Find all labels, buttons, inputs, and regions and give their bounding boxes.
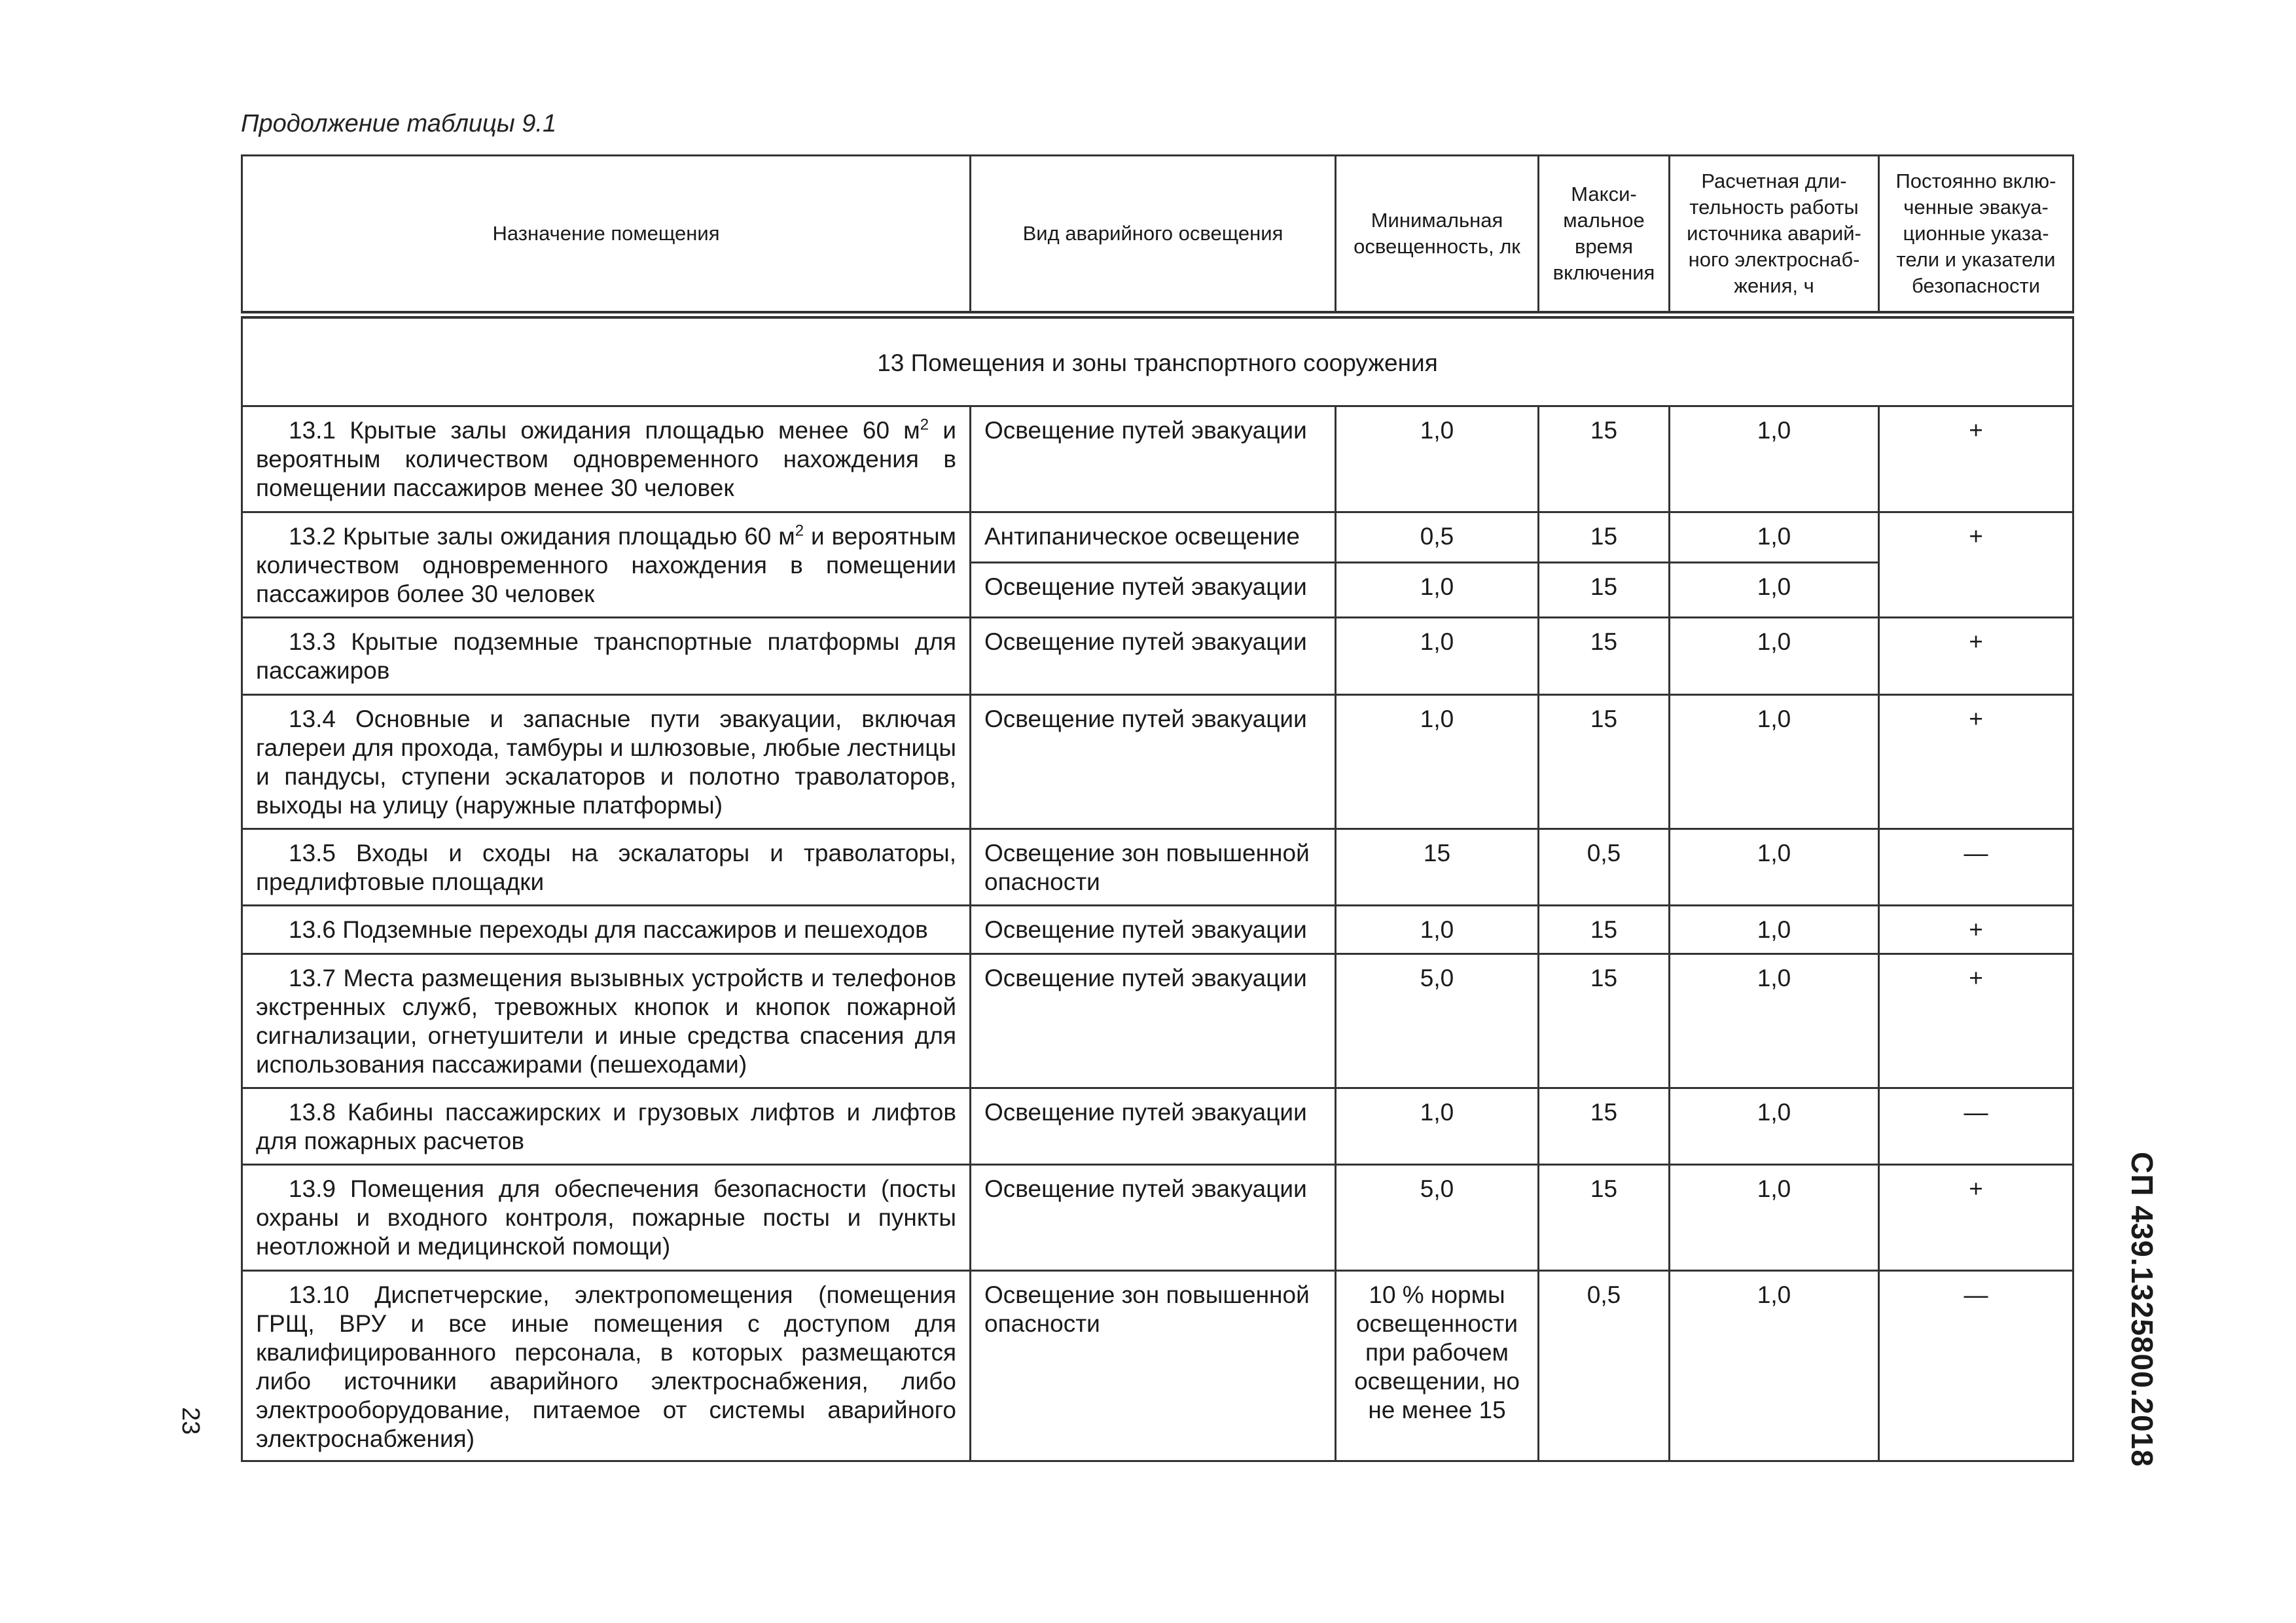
max-time-cell: 0,5 <box>1539 829 1670 906</box>
room-purpose-cell: 13.7 Места размещения вызывных устройств и телефонов экстренных служб, тревожных кнопок и кнопок пожарной сигнализации, огнетушители и иные средства спасения для использования пассажирами (пешеходами) <box>242 954 971 1088</box>
min-illuminance-cell: 1,0 <box>1336 1088 1539 1165</box>
lighting-type-cell: Освещение путей эвакуации <box>971 906 1336 954</box>
room-purpose-cell: 13.5 Входы и сходы на эскалаторы и траволаторы, предлифтовые площадки <box>242 829 971 906</box>
exit-signs-cell: + <box>1879 618 2073 695</box>
header-calc-duration: Расчетная дли-тельность работы источника аварий-ного электроснаб-жения, ч <box>1670 156 1879 315</box>
room-purpose-cell: 13.3 Крытые подземные транспортные платформы для пассажиров <box>242 618 971 695</box>
table-header-row <box>242 156 2073 315</box>
duration-cell: 1,0 <box>1670 906 1879 954</box>
lighting-type-cell: Освещение путей эвакуации <box>971 563 1336 618</box>
table-caption: Продолжение таблицы 9.1 <box>241 110 557 137</box>
exit-signs-cell: + <box>1879 406 2073 512</box>
max-time-cell: 15 <box>1539 695 1670 829</box>
header-min-illuminance: Минимальная освещенность, лк <box>1336 156 1539 315</box>
table-row <box>242 695 2073 829</box>
min-illuminance-cell: 5,0 <box>1336 1165 1539 1271</box>
duration-cell: 1,0 <box>1670 512 1879 563</box>
max-time-cell: 15 <box>1539 1165 1670 1271</box>
lighting-type-cell: Освещение путей эвакуации <box>971 1165 1336 1271</box>
duration-cell: 1,0 <box>1670 406 1879 512</box>
table-row <box>242 954 2073 1088</box>
table-row <box>242 1271 2073 1461</box>
duration-cell: 1,0 <box>1670 563 1879 618</box>
exit-signs-cell: + <box>1879 954 2073 1088</box>
table-row <box>242 618 2073 695</box>
room-purpose-cell: 13.10 Диспетчерские, электропомещения (помещения ГРЩ, ВРУ и все иные помещения с доступом для квалифицированного персонала, в которых размещаются либо источники аварийного электроснабжения, либо электрооборудование, питаемое от системы аварийного электроснабжения) <box>242 1271 971 1461</box>
lighting-type-cell: Освещение путей эвакуации <box>971 406 1336 512</box>
section-row <box>242 315 2073 406</box>
table-row <box>242 1088 2073 1165</box>
lighting-table <box>241 154 2074 1462</box>
duration-cell: 1,0 <box>1670 1088 1879 1165</box>
duration-cell: 1,0 <box>1670 618 1879 695</box>
superscript: 2 <box>920 416 929 434</box>
room-purpose-cell: 13.4 Основные и запасные пути эвакуации, включая галереи для прохода, тамбуры и шлюзовые, любые лестницы и пандусы, ступени эскалаторов и полотно траволаторов, выходы на улицу (наружные платформы) <box>242 695 971 829</box>
duration-cell: 1,0 <box>1670 954 1879 1088</box>
min-illuminance-cell: 15 <box>1336 829 1539 906</box>
exit-signs-cell: + <box>1879 695 2073 829</box>
lighting-type-cell: Освещение зон повышенной опасности <box>971 1271 1336 1461</box>
table-row <box>242 1165 2073 1271</box>
exit-signs-cell: + <box>1879 1165 2073 1271</box>
standard-code: СП 439.1325800.2018 <box>2125 1152 2159 1467</box>
min-illuminance-cell: 10 % нормы освещенности при рабочем освещении, но не менее 15 <box>1336 1271 1539 1461</box>
lighting-type-cell: Освещение путей эвакуации <box>971 618 1336 695</box>
superscript: 2 <box>795 522 804 540</box>
min-illuminance-cell: 5,0 <box>1336 954 1539 1088</box>
min-illuminance-cell: 1,0 <box>1336 563 1539 618</box>
lighting-type-cell: Освещение путей эвакуации <box>971 1088 1336 1165</box>
header-lighting-type: Вид аварийного освещения <box>971 156 1336 315</box>
min-illuminance-cell: 1,0 <box>1336 406 1539 512</box>
section-title: 13 Помещения и зоны транспортного сооружения <box>242 315 2073 406</box>
max-time-cell: 15 <box>1539 954 1670 1088</box>
exit-signs-cell: — <box>1879 829 2073 906</box>
lighting-type-cell: Освещение зон повышенной опасности <box>971 829 1336 906</box>
min-illuminance-cell: 1,0 <box>1336 618 1539 695</box>
duration-cell: 1,0 <box>1670 1271 1879 1461</box>
exit-signs-cell: + <box>1879 512 2073 618</box>
table-row <box>242 906 2073 954</box>
max-time-cell: 15 <box>1539 1088 1670 1165</box>
room-purpose-cell: 13.1 Крытые залы ожидания площадью менее 60 $м^2$ и вероятным количеством одновременного нахождения в помещении пассажиров менее 30 человек <box>242 406 971 512</box>
room-purpose-cell: 13.9 Помещения для обеспечения безопасности (посты охраны и входного контроля, пожарные посты и пункты неотложной и медицинской помощи) <box>242 1165 971 1271</box>
room-purpose-cell: 13.2 Крытые залы ожидания площадью 60 $м^2$ и вероятным количеством одновременного нахождения в помещении пассажиров более 30 человек <box>242 512 971 618</box>
header-max-switch-time: Макси-мальное время включения <box>1539 156 1670 315</box>
room-purpose-cell: 13.8 Кабины пассажирских и грузовых лифтов и лифтов для пожарных расчетов <box>242 1088 971 1165</box>
page-number: 23 <box>177 1407 204 1435</box>
duration-cell: 1,0 <box>1670 829 1879 906</box>
room-purpose-cell: 13.6 Подземные переходы для пассажиров и пешеходов <box>242 906 971 954</box>
table-row <box>242 512 2073 563</box>
exit-signs-cell: — <box>1879 1088 2073 1165</box>
table-row <box>242 406 2073 512</box>
max-time-cell: 15 <box>1539 618 1670 695</box>
lighting-type-cell: Антипаническое освещение <box>971 512 1336 563</box>
lighting-type-cell: Освещение путей эвакуации <box>971 695 1336 829</box>
lighting-type-cell: Освещение путей эвакуации <box>971 954 1336 1088</box>
duration-cell: 1,0 <box>1670 1165 1879 1271</box>
max-time-cell: 0,5 <box>1539 1271 1670 1461</box>
min-illuminance-cell: 0,5 <box>1336 512 1539 563</box>
header-exit-signs: Постоянно вклю-ченные эвакуа-ционные указа-тели и указатели безопасности <box>1879 156 2073 315</box>
table-row <box>242 829 2073 906</box>
min-illuminance-cell: 1,0 <box>1336 695 1539 829</box>
header-room-purpose: Назначение помещения <box>242 156 971 315</box>
duration-cell: 1,0 <box>1670 695 1879 829</box>
max-time-cell: 15 <box>1539 512 1670 563</box>
max-time-cell: 15 <box>1539 406 1670 512</box>
min-illuminance-cell: 1,0 <box>1336 906 1539 954</box>
max-time-cell: 15 <box>1539 906 1670 954</box>
exit-signs-cell: — <box>1879 1271 2073 1461</box>
max-time-cell: 15 <box>1539 563 1670 618</box>
exit-signs-cell: + <box>1879 906 2073 954</box>
